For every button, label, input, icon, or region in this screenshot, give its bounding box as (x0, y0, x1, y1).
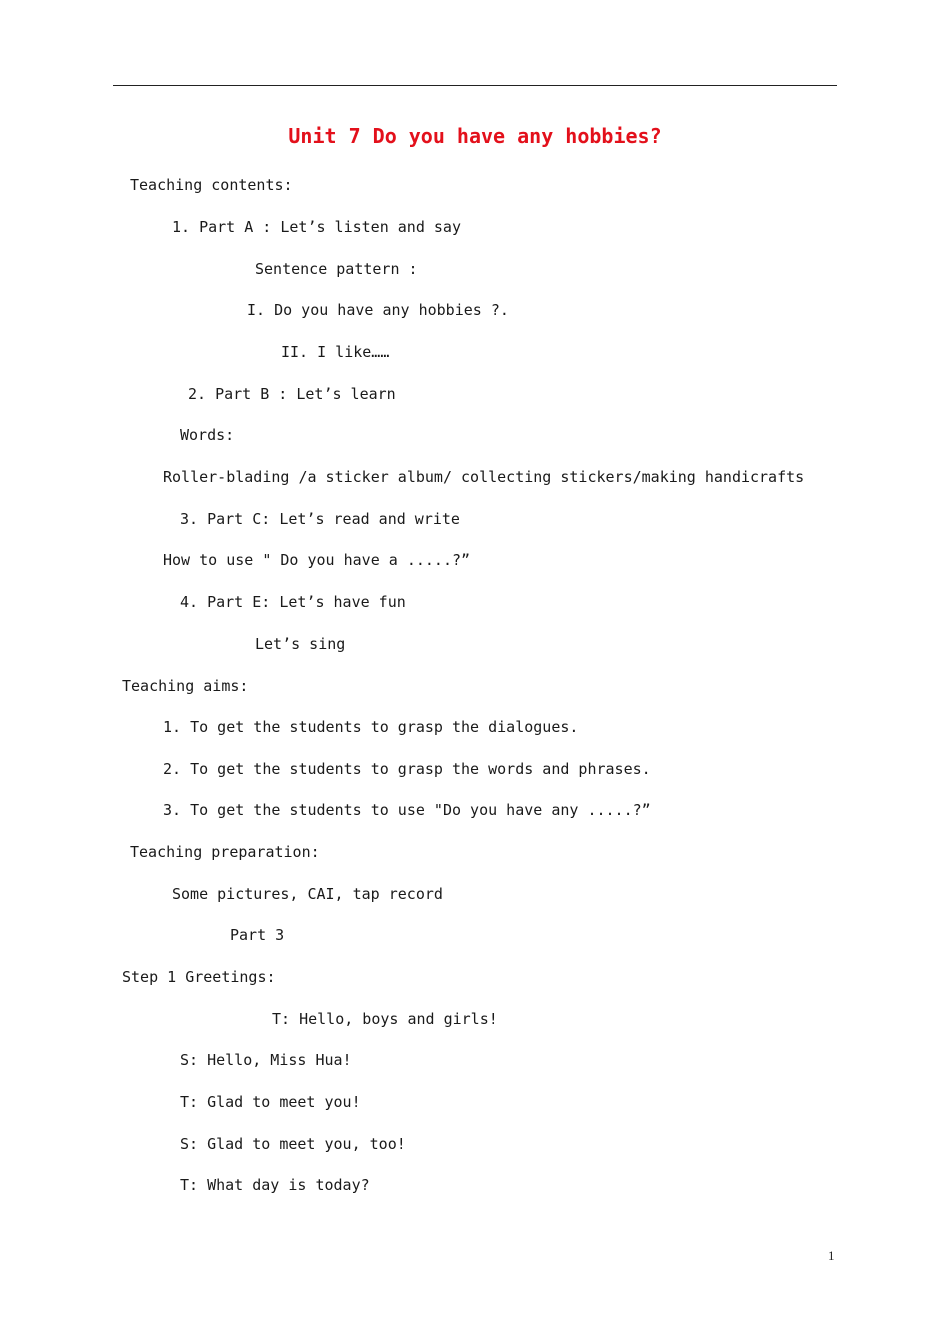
section-heading-aims: Teaching aims: (122, 677, 249, 695)
content-line: 2. Part B : Let’s learn (188, 385, 396, 403)
header-rule (113, 85, 837, 86)
content-line: Words: (180, 426, 235, 444)
content-line: 4. Part E: Let’s have fun (180, 593, 406, 611)
content-line: 3. To get the students to use "Do you have any .....?” (163, 801, 651, 819)
content-line: 1. Part A : Let’s listen and say (172, 218, 461, 236)
dialogue-line: T: Glad to meet you! (180, 1093, 361, 1111)
content-line: Let’s sing (255, 635, 346, 653)
content-line: How to use " Do you have a .....?” (163, 551, 471, 569)
content-line: II. I like…… (281, 343, 390, 361)
content-line: Sentence pattern : (255, 260, 418, 278)
dialogue-line: S: Glad to meet you, too! (180, 1135, 406, 1153)
section-heading-preparation: Teaching preparation: (130, 843, 320, 861)
dialogue-line: S: Hello, Miss Hua! (180, 1051, 352, 1069)
section-heading-contents: Teaching contents: (130, 176, 293, 194)
content-line: Part 3 (230, 926, 285, 944)
content-line: 3. Part C: Let’s read and write (180, 510, 460, 528)
page-number: 1 (828, 1248, 835, 1263)
dialogue-line: T: Hello, boys and girls! (272, 1010, 498, 1028)
section-heading-step: Step 1 Greetings: (122, 968, 276, 986)
dialogue-line: T: What day is today? (180, 1176, 370, 1194)
content-line: 1. To get the students to grasp the dialogues. (163, 718, 579, 736)
content-line: Roller-blading /a sticker album/ collecting stickers/making handicrafts (163, 468, 805, 486)
content-line: 2. To get the students to grasp the words and phrases. (163, 760, 651, 778)
document-title: Unit 7 Do you have any hobbies? (288, 124, 662, 148)
content-line: I. Do you have any hobbies ?. (247, 301, 509, 319)
content-line: Some pictures, CAI, tap record (172, 885, 443, 903)
